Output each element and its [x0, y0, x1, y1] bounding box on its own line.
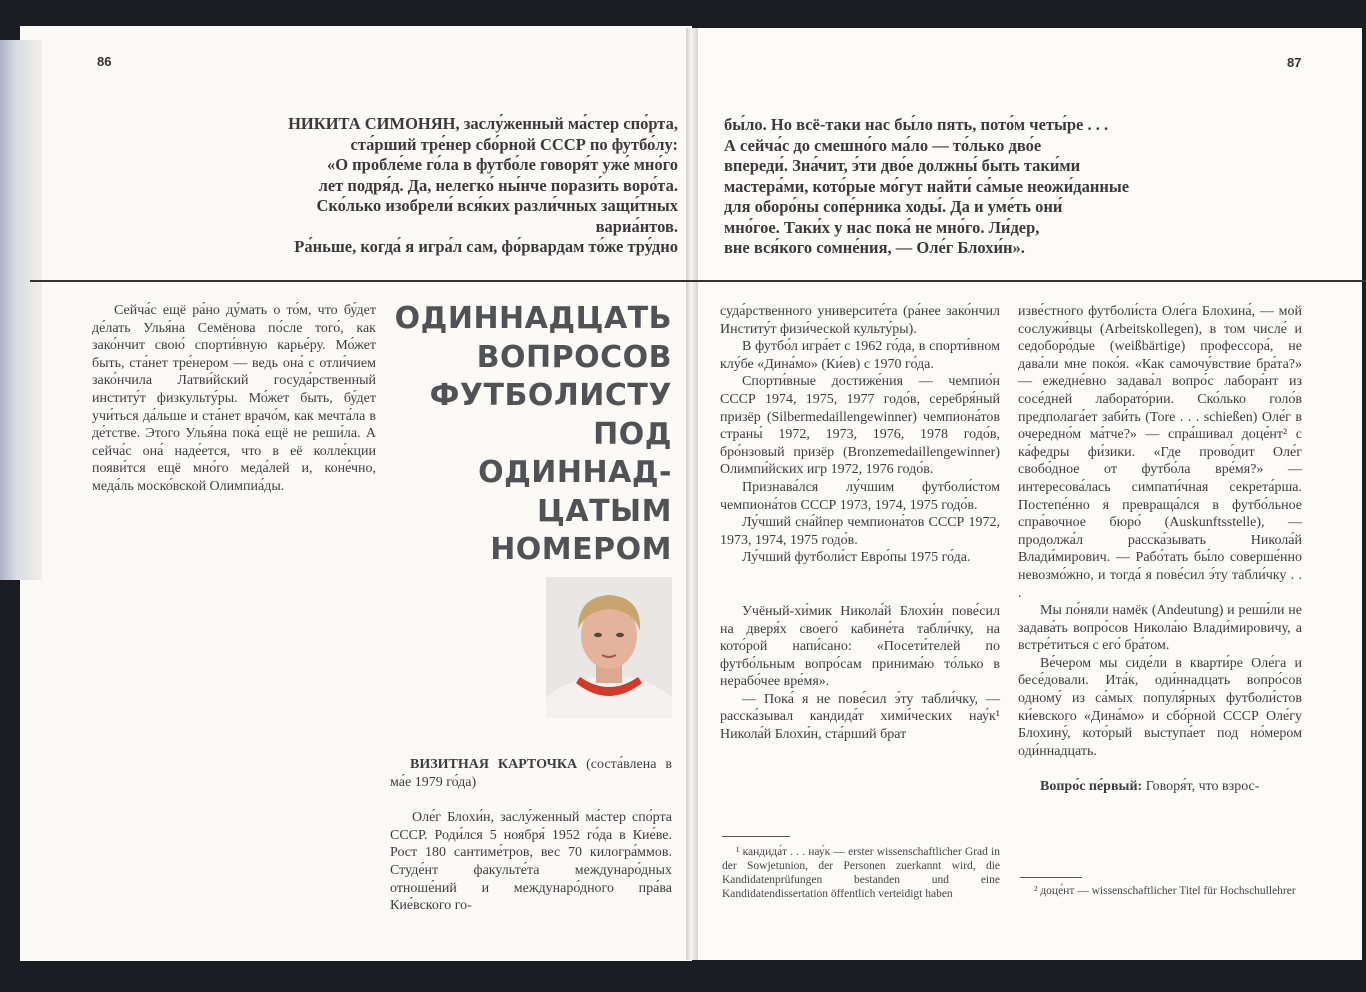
- book-edge: [0, 40, 42, 580]
- card-text: Оле́г Блохи́н, заслу́женный ма́стер спо́рта СССР. Роди́лся 5 ноября́ 1952 го́да в Кие́ве. Рост 180 сантиме́тров, вес 70 килогра́ммов. Студе́нт факульте́та междунаро́дных отноше́ний и междунаро́дного пра́ва Кие́вского го-: [390, 810, 672, 914]
- intro-quote-left: НИКИТА СИМОНЯН, заслу́женный ма́стер спо́рта, ста́рший тре́нер сбо́рной СССР по футбо́лу: «О пробле́ме го́ла в футбо́ле говоря́т уже́ мно́го лет подря́д. Да, нелегко́ ны́нче порази́ть воро́та. Ско́лько изобрели́ вся́ких разли́чных защи́тных вариа́нтов. Ра́ньше, когда́ я игра́л сам, фо́рвардам то́же тру́дно: [288, 114, 678, 256]
- footnote-rule-2: [1020, 877, 1082, 878]
- business-card-section: [390, 756, 672, 915]
- page-number-right: 87: [1287, 55, 1302, 70]
- player-portrait-photo: [546, 577, 672, 718]
- footnote-2: ² доце́нт — wissenschaftlicher Titel für Hochschullehrer: [1034, 885, 1296, 897]
- article-heading: ОДИННАДЦАТЬ ВОПРОСОВ ФУТБОЛИСТУ ПОД ОДИННАД- ЦАТЫМ НОМЕРОМ: [394, 301, 672, 567]
- horizontal-rule: [30, 280, 1366, 282]
- page-number-left: 86: [97, 54, 112, 69]
- right-column-1: суда́рственного университе́та (ра́нее зако́нчил Институ́т физи́ческой культу́ры). В футбо́л игра́ет с 1962 го́да, в спорти́вном клу́бе «Дина́мо» (Ки́ев) с 1970 го́да. Спорти́вные достиже́ния — чемпио́н СССР 1974, 1975, 1977 годо́в, серебря́ный призёр (Silbermedaillengewinner) чемпиона́тов страны́ 1972, 1973, 1976, 1978 годо́в, бро́нзовый призёр (Bronzemedaillengewinner) Олимпи́йских игр 1972, 1976 годо́в. Признава́лся лу́чшим футболи́стом чемпиона́тов СССР 1973, 1974, 1975 годо́в. Лу́чший сна́йпер чемпиона́тов СССР 1972, 1973, 1974, 1975 годо́в. Лу́чший футболи́ст Евро́пы 1975 го́да. Учёный-хи́мик Никола́й Блохи́н пове́сил на дверя́х своего́ кабине́та табли́чку, на кото́рой напи́сано: «Посети́телей по футбо́льным вопро́сам принима́ю то́лько в нерабо́чее вре́мя». — Пока́ я не пове́сил э́ту табли́чку, — расска́зывал кандида́т хими́ческих нау́к¹ Никола́й Блохи́н, ста́рший брат: [720, 304, 1000, 743]
- card-title: ВИЗИТНАЯ КАРТОЧКА: [410, 757, 578, 772]
- left-column-text: Сейча́с ещё ра́но ду́мать о то́м, что бу́дет де́лать Улья́на Семёнова по́сле того́, как зако́нчит свою́ спорти́вную карье́ру. Мо́жет быть, ста́нет тре́нером — ведь она́ с отли́чием зако́нчила Латви́йский госуда́рственный институ́т физкульту́ры. Мо́жет быть, бу́дет учи́ться да́льше и ста́нет врачо́м, как мечта́ла в де́тстве. Этого Улья́на пока́ ещё не реши́ла. А сейча́с она́ наде́ется, что в её колле́кции появи́тся ещё мно́го меда́лей и, коне́чно, меда́ль моско́вской Олимпиа́ды.: [92, 303, 376, 494]
- question-label: Вопро́с пе́рвый:: [1040, 779, 1143, 795]
- right-column-2: изве́стного футболи́ста Оле́га Блохина́, — мой сослужи́вцы (Arbeitskollegen), в том числе́ и седоборо́дые (weißbärtige) профессора́, не дава́ли мне поко́я. «Как самочу́вствие бра́та?» — ежедне́вно задава́л вопро́с лабора́нт из сосе́дней лаборато́рии. Ско́лько голо́в предполага́ет заби́ть (Tore . . . schießen) Оле́г в очередно́м ма́тче?» — спра́шивал доце́нт² с ка́федры фи́зики. «Где прово́дит Оле́г свобо́дное от футбо́ла вре́мя?» — интересова́лась симпати́чная секрета́рша. Постепе́нно я превраща́лся в футбо́льное спра́вочное бюро́ (Auskunftsstelle), — продолжа́л расска́зывать Никола́й Влади́мирович. — Рабо́тать бы́ло соверше́нно невозмо́жно, и тогда́ я пове́сил э́ту табли́чку . . . Мы по́няли намёк (Andeutung) и реши́ли не задава́ть вопро́сов Никола́ю Влади́мировичу, а встре́титься с его́ бра́том. Ве́чером мы сиде́ли в кварти́ре Оле́га и бесе́довали. Ита́к, оди́ннадцать вопро́сов одному́ из са́мых популя́рных футболи́стов ки́евского «Дина́мо» и сбо́рной СССР Оле́гу Блохину́, кото́рый выступа́ет под но́мером оди́ннадцать. Вопро́с пе́рвый: Говоря́т, что взрос-: [1018, 304, 1302, 795]
- intro-quote-right: бы́ло. Но всё-таки нас бы́ло пять, пото́м четы́ре . . . А сейча́с до смешно́го ма́ло — то́лько дво́е впереди́. Зна́чит, э́ти дво́е должны́ быть таки́ми мастера́ми, кото́рые мо́гут найти́ са́мые неожи́данные для оборо́ны сопе́рника ходы́. Да и уме́ть они́ мно́гое. Таки́х у нас пока́ не мно́го. Ли́дер, вне вся́кого сомне́ния, — Оле́г Блохи́н».: [724, 115, 1130, 257]
- footnote-rule-1: [722, 836, 790, 837]
- book-spine: [686, 28, 698, 960]
- card-note: (соста́влена в ма́е 1979 го́да): [390, 757, 673, 790]
- footnote-1: ¹ кандида́т . . . нау́к — erster wissenschaftlicher Grad in der Sowjetunion, der Personen zuerkannt wird, die Kandidatenprüfungen bestanden und eine Kandidatendissertation öffentlich verteidigt haben: [722, 846, 1000, 900]
- intro-name: НИКИТА СИМОНЯН,: [288, 114, 460, 133]
